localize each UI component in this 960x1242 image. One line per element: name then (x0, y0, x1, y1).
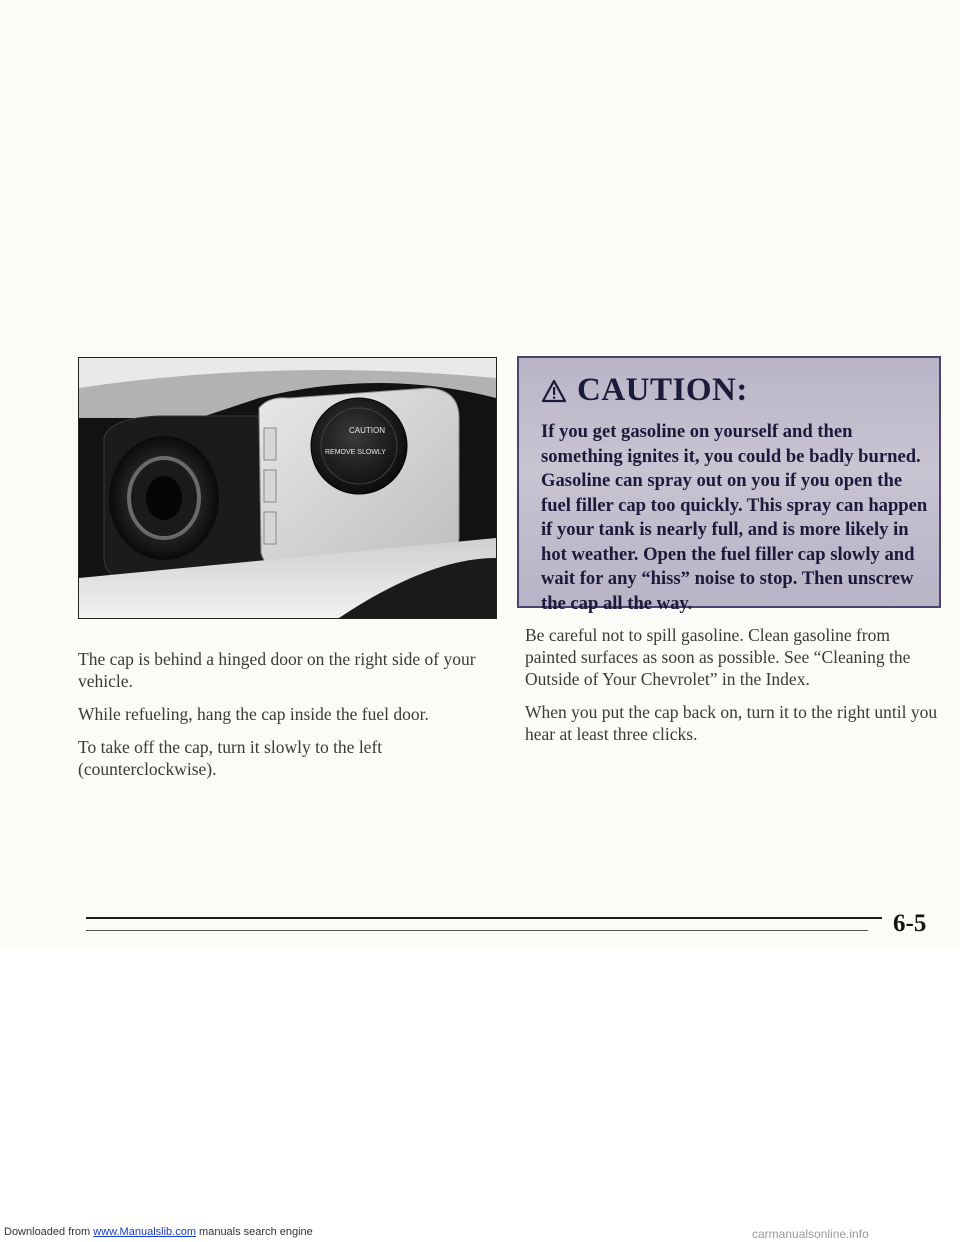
cap-label-caution: CAUTION (349, 426, 385, 435)
manualslib-link[interactable]: www.Manualslib.com (93, 1226, 196, 1238)
left-paragraph-1: The cap is behind a hinged door on the right side of your vehicle. (78, 649, 476, 691)
left-paragraph-3: To take off the cap, turn it slowly to the left (counterclockwise). (78, 737, 383, 779)
footer-rule-thin (86, 930, 868, 931)
left-column (78, 648, 498, 791)
download-header (4, 1226, 313, 1238)
left-paragraph-2: While refueling, hang the cap inside the fuel door. (78, 704, 429, 724)
cap-label-remove: REMOVE SLOWLY (325, 449, 386, 456)
download-suffix: manuals search engine (195, 1226, 313, 1238)
footer-rule-thick (86, 917, 882, 919)
download-prefix: Downloaded from (4, 1226, 94, 1238)
right-column (525, 624, 945, 756)
fuel-door-illustration (79, 358, 496, 618)
page-number: 6-5 (893, 910, 927, 937)
caution-text: If you get gasoline on yourself and then something ignites it, you could be badly burned. Gasoline can spray out on you if you open the fuel filler cap too quickly. This spray can happen if your tank is nearly full, and is more likely in hot weather. Open the fuel filler cap slowly and wait for any “hiss” noise to stop. Then unscrew the cap all the way. (541, 421, 928, 614)
fuel-door-photo (78, 357, 497, 619)
caution-header (541, 372, 748, 409)
right-paragraph-2: When you put the cap back on, turn it to the right until you hear at least three clicks. (525, 702, 938, 744)
caution-box (517, 356, 941, 614)
right-paragraph-1: Be careful not to spill gasoline. Clean gasoline from painted surfaces as soon as possible. See “Cleaning the Outside of Your Chevrolet” in the Index. (525, 625, 911, 689)
warning-triangle-icon (541, 379, 567, 403)
watermark: carmanualsonline.info (752, 1227, 869, 1241)
caution-title: CAUTION: (577, 372, 748, 408)
